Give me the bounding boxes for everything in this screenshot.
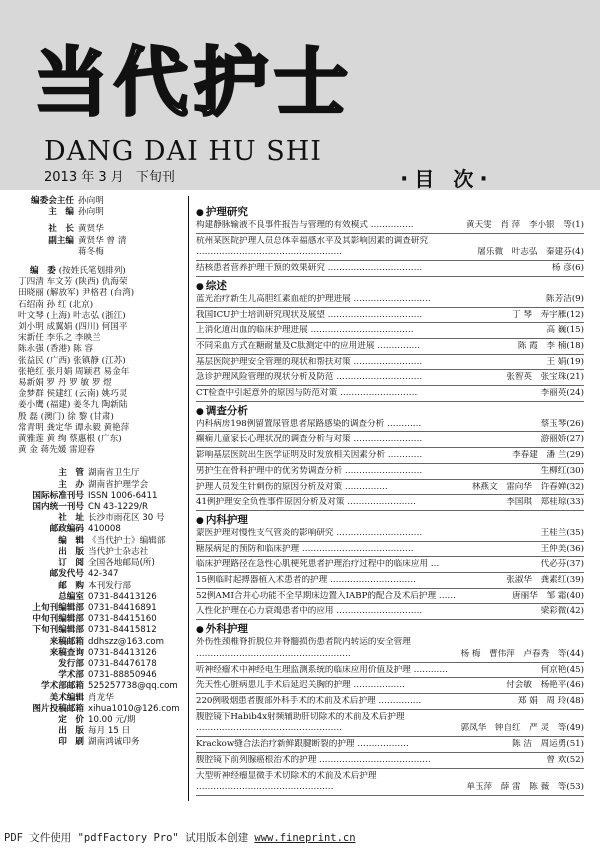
toc-entry-title: 临床护理路径在急性心肌梗死患者护理治疗过程中的临床应用 … <box>196 559 440 570</box>
toc-divider <box>196 260 584 261</box>
toc-section-heading <box>196 205 584 220</box>
pubinfo-value: 湖南省护理学会 <box>88 479 149 490</box>
toc-entry-title: 结核患者营养护理干预的效果研究 …………………………… <box>196 263 423 274</box>
footer-link[interactable]: www.fineprint.cn <box>254 832 356 844</box>
pubinfo-value: 湖南省卫生厅 <box>88 468 140 479</box>
pubinfo-value: 《当代护士》编辑部 <box>88 535 166 546</box>
toc-entry[interactable] <box>196 419 584 431</box>
pubinfo-value: 湖南鸿诚印务 <box>88 737 140 748</box>
toc-entry[interactable] <box>196 357 584 369</box>
pubinfo-row <box>18 569 188 580</box>
pubinfo-label: 上旬刊编辑部 <box>32 602 84 613</box>
toc-entry-title: 癫痫儿童家长心理状况的调查分析与对策 …………………… <box>196 434 423 445</box>
toc-divider <box>196 233 584 234</box>
editors-heading <box>18 266 188 277</box>
toc-entry-authors-page: 高 巍(15) <box>546 325 584 336</box>
pubinfo-label: 中旬刊编辑部 <box>32 614 84 625</box>
editor-line: 黄 金 蒋先媛 雷迎春 <box>18 445 95 456</box>
toc-divider <box>196 494 584 495</box>
toc-entry[interactable] <box>196 680 584 692</box>
pubinfo-row <box>18 737 188 748</box>
editor-line: 石绍南 孙 红 (北京) <box>18 299 94 310</box>
toc-entry-title: 基层医院护理安全管理的现状和帮扶对策 …………………… <box>196 356 423 367</box>
toc-entry-title: 护理人员发生针刺伤的原因分析及对策 …………… <box>196 481 388 492</box>
toc-entry-authors-page: 陈 霞 李 楠(18) <box>517 340 584 351</box>
toc-entry-authors-page: 张淑华 龚素红(39) <box>506 575 584 586</box>
chief-editor: 孙向明 <box>78 207 104 218</box>
pubinfo-row <box>18 502 188 513</box>
pubinfo-label: 学术部 <box>58 670 84 681</box>
toc-entry-title: ………………………………………… <box>196 782 334 793</box>
toc-entry[interactable] <box>196 434 584 446</box>
editors-label: 编 委 <box>30 266 56 277</box>
toc-divider <box>196 556 584 557</box>
pubinfo-label: 来稿查询 <box>49 647 84 658</box>
toc-entry[interactable] <box>196 450 584 462</box>
toc-divider <box>196 447 584 448</box>
editor-line: 殷 磊 (澳门) 徐 黎 (甘肃) <box>18 411 114 422</box>
pubinfo-label: 邮发代号 <box>49 569 84 580</box>
toc-entry-title: CT检查中引起意外的原因与防范对策 ……………………… <box>196 388 418 399</box>
toc-entry-authors-page: 游丽娇(27) <box>540 434 584 445</box>
journal-title: 当代护士 <box>34 40 354 126</box>
pubinfo-row <box>18 480 188 491</box>
toc-divider <box>196 736 584 737</box>
bullet-icon: ● <box>196 515 204 526</box>
toc-entry[interactable] <box>196 771 584 783</box>
toc-entry[interactable] <box>196 637 584 649</box>
pubinfo-label: 美术编辑 <box>49 692 84 703</box>
toc-entry[interactable] <box>196 236 584 248</box>
toc-entry-title: 听神经瘤术中神经电生理监测系统的临床应用价值及护理 ………… <box>196 664 448 675</box>
toc-entry-title: 先天性心脏病患儿手术后延迟关胸的护理 ……………… <box>196 680 405 691</box>
editor-line: 姜小鹰 (福建) 姜冬九 陶新陆 <box>18 400 128 411</box>
pubinfo-value: 每月 15 日 <box>88 726 131 737</box>
editors-note: (按姓氏笔划排列) <box>58 266 126 277</box>
toc-entry[interactable] <box>196 310 584 322</box>
toc-entry-authors-page: 李春建 潘 兰(29) <box>512 450 584 461</box>
toc-entry-title: 外伤性颈椎脊折脱位并脊髓损伤患者院内转运的安全管理 <box>196 637 411 648</box>
toc-entry-authors-page: 林燕文 雷向华 许春婵(32) <box>471 481 584 492</box>
toc-entry[interactable] <box>196 497 584 509</box>
editors-list <box>18 277 188 456</box>
vice-chief-1: 黄贤华 曾 清 <box>78 235 127 246</box>
pubinfo-label: 学术部邮箱 <box>41 681 84 692</box>
pubinfo-row <box>18 715 188 726</box>
toc-entry-authors-page: 唐丽华 邹 霜(40) <box>512 590 584 601</box>
toc-entry-title: 人性化护理在心力衰竭患者中的应用 ………………………… <box>196 606 423 617</box>
toc-entry-authors-page: 曾 欢(52) <box>546 754 584 765</box>
committee-chair: 孙向明 <box>78 196 104 206</box>
table-of-contents <box>196 204 584 798</box>
toc-entry-title: 构建静脉输液不良事件报告与管理的有效模式 …………… <box>196 220 414 230</box>
pubinfo-row <box>18 659 188 670</box>
toc-entry-title: …………………………………………… <box>196 247 343 258</box>
toc-divider <box>196 619 584 620</box>
toc-entry-title: 腹腔镜下Habib4x射频辅助肝切除术的术前及术后护理 <box>196 711 405 722</box>
pubinfo-row <box>18 547 188 558</box>
president-label: 社 长 <box>48 224 74 235</box>
toc-entry-title: 影响基层医院出生医学证明及时发放相关因素分析 ………… <box>196 450 423 461</box>
toc-entry[interactable] <box>196 559 584 571</box>
toc-divider <box>196 354 584 355</box>
editor-line: 常青明 龚定华 谭永毅 黄艳萍 <box>18 422 130 433</box>
pubinfo-value: 0731-84413126 <box>88 647 157 658</box>
toc-entry-title: 蓝光治疗新生儿高胆红素血症的护理进展 ……………………… <box>196 293 431 304</box>
toc-entry-authors-page: 陈芳洁(9) <box>546 293 584 304</box>
toc-entry-title: 糖尿病足的预防和临床护理 ………………………………… <box>196 543 414 554</box>
pubinfo-label: 主 管 <box>58 468 84 479</box>
toc-entry[interactable] <box>196 482 584 494</box>
pubinfo-value: 0731-84415160 <box>88 614 157 625</box>
toc-entry-authors-page: 屠乐微 叶志弘 秦建芬(4) <box>477 247 584 258</box>
pubinfo-value: 42-347 <box>88 569 119 580</box>
pubinfo-label: 下旬刊编辑部 <box>32 625 84 636</box>
toc-entry-authors-page: 陈 洁 周运勇(51) <box>512 739 584 750</box>
vice-chief-2: 蒋冬梅 <box>78 246 104 257</box>
editor-line: 丁四清 车文芳 (陕西) 仇海荣 <box>18 277 128 288</box>
pubinfo-row <box>18 625 188 636</box>
toc-entry-title: 急诊护理风险管理的现状分析及防范 ………………………… <box>196 372 423 383</box>
pubinfo-label: 社 址 <box>58 513 84 524</box>
pubinfo-row <box>18 592 188 603</box>
toc-divider <box>196 693 584 694</box>
pubinfo-value: 肖龙华 <box>88 692 114 703</box>
pubinfo-row <box>18 536 188 547</box>
pubinfo-label: 邮 购 <box>58 580 84 591</box>
toc-entry[interactable] <box>196 388 584 400</box>
toc-entry-title: 上消化道出血的临床护理进展 ……………………………… <box>196 325 414 336</box>
toc-section-title: 内科护理 <box>205 513 248 526</box>
pubinfo-value: 0731-84415812 <box>88 625 157 636</box>
chief-editor-label: 主 编 <box>48 207 74 218</box>
editor-line: 金梦群 侯建红 (云南) 姚巧灵 <box>18 389 128 400</box>
pubinfo-value: 0731-84476178 <box>88 658 157 669</box>
toc-entry-authors-page: 何京艳(45) <box>540 664 584 675</box>
toc-divider <box>196 369 584 370</box>
toc-entry[interactable] <box>196 294 584 306</box>
toc-entry-authors-page: 李国琪 郑桂琼(33) <box>506 497 584 508</box>
toc-entry[interactable] <box>196 712 584 724</box>
toc-divider <box>196 752 584 753</box>
toc-divider <box>196 768 584 769</box>
pubinfo-row <box>18 558 188 569</box>
toc-entry-title: 不同采血方式在糖耐量及C肽测定中的应用进展 …………… <box>196 340 421 351</box>
toc-entry-title: 41例护理安全负性事件原因分析及对策 …………………… <box>196 497 416 508</box>
pubinfo-row <box>18 670 188 681</box>
toc-section-heading <box>196 513 584 528</box>
pubinfo-value: 0731-84413126 <box>88 591 157 602</box>
toc-divider <box>196 677 584 678</box>
bullet-icon: ● <box>196 625 204 636</box>
toc-entry-title: …………………………………………… <box>196 723 343 734</box>
toc-section-title: 综述 <box>205 279 227 292</box>
toc-entry[interactable] <box>196 341 584 353</box>
toc-divider <box>196 431 584 432</box>
journal-title-pinyin: DANG DAI HU SHI <box>44 136 322 167</box>
pubinfo-row <box>18 468 188 479</box>
toc-section-heading <box>196 622 584 637</box>
pubinfo-row <box>18 524 188 535</box>
toc-divider <box>196 385 584 386</box>
toc-divider <box>196 322 584 323</box>
pubinfo-row <box>18 648 188 659</box>
pubinfo-value: 0731-88850946 <box>88 670 157 681</box>
pubinfo-label: 出 版 <box>58 546 84 557</box>
pubinfo-value: 长沙市雨花区 30 号 <box>88 513 165 524</box>
toc-entry[interactable] <box>196 325 584 337</box>
pubinfo-row <box>18 726 188 737</box>
toc-entry-title: ……………………………………………… <box>196 648 351 659</box>
toc-entry-title: 大型听神经瘤显微手术切除术的术前及术后护理 <box>196 770 377 781</box>
toc-entry-authors-page: 丁 琴 寿宇雁(12) <box>512 309 584 320</box>
pubinfo-value: xihua1010@126.com <box>88 703 180 714</box>
pubinfo-value: 525257738@qq.com <box>88 681 178 692</box>
pubinfo-row <box>18 704 188 715</box>
toc-section-title: 护理研究 <box>205 206 248 218</box>
editor-line: 宋新任 李乐之 李映兰 <box>18 333 101 344</box>
bullet-icon: ● <box>196 281 204 292</box>
pdf-footer <box>0 830 600 845</box>
pubinfo-value: 410008 <box>88 524 121 535</box>
toc-entry[interactable] <box>196 606 584 618</box>
masthead <box>18 196 188 749</box>
committee-chair-label: 编委会主任 <box>31 196 74 206</box>
toc-entry-authors-page: 郭凤华 钟自红 严 灵 等(49) <box>460 723 584 734</box>
issue-type: 下旬刊 <box>135 170 175 185</box>
toc-entry-authors-page: 李丽英(24) <box>540 388 584 399</box>
pubinfo-value: ddhszz@163.com <box>88 636 164 647</box>
editor-line: 黄雅莲 黄 绚 蔡惠根 (广东) <box>18 434 122 445</box>
pubinfo-row <box>18 681 188 692</box>
issue-line <box>44 166 175 185</box>
pubinfo-label: 邮政编码 <box>49 524 84 535</box>
pubinfo-value: 0731-84416891 <box>88 602 157 613</box>
toc-divider <box>196 479 584 480</box>
pubinfo-label: 国际标准刊号 <box>32 490 84 501</box>
toc-entry-authors-page: 付会敏 杨艳平(46) <box>506 680 584 691</box>
toc-divider <box>196 795 584 796</box>
toc-entry-title: 15例临时起搏器植入术患者的护理 ………………………… <box>196 575 416 586</box>
pubinfo-row <box>18 581 188 592</box>
pubinfo-row <box>18 513 188 524</box>
toc-entry-title: 腹腔镜下前列腺癌根治术的护理 ………………………………… <box>196 754 431 765</box>
pubinfo-label: 国内统一刊号 <box>32 502 84 513</box>
toc-divider <box>196 709 584 710</box>
toc-divider <box>196 463 584 464</box>
toc-entry[interactable] <box>196 782 584 794</box>
pubinfo-row <box>18 693 188 704</box>
toc-entry-authors-page: 王 娟(19) <box>546 356 584 367</box>
toc-entry-authors-page: 单玉萍 薛 雷 陈 薇 等(53) <box>466 782 584 793</box>
toc-entry-authors-page: 黄天雯 肖 萍 李小银 等(1) <box>465 220 584 230</box>
toc-entry-authors-page: 杨 梅 曹伟萍 卢春秀 等(44) <box>460 648 584 659</box>
publication-info <box>18 468 188 748</box>
pubinfo-label: 出 版 <box>58 726 84 737</box>
toc-entry-title: Krackow缝合法治疗新鲜跟腱断裂的护理 ……………… <box>196 739 409 750</box>
pubinfo-value: 10.00 元/期 <box>88 714 136 725</box>
pubinfo-value: ISSN 1006-6411 <box>88 490 158 501</box>
bullet-icon: ● <box>196 208 204 218</box>
toc-entry[interactable] <box>196 528 584 540</box>
toc-divider <box>196 401 584 402</box>
toc-entry[interactable] <box>196 665 584 677</box>
pubinfo-label: 编 辑 <box>58 535 84 546</box>
toc-entry[interactable] <box>196 649 584 661</box>
toc-entry[interactable] <box>196 220 584 232</box>
toc-divider <box>196 307 584 308</box>
toc-entry-authors-page: 蔡玉琴(26) <box>540 418 584 429</box>
pubinfo-value: 本刊发行部 <box>88 580 131 591</box>
editor-line: 张艳红 张月娟 周颖君 易金年 <box>18 366 130 377</box>
pubinfo-value: 当代护士杂志社 <box>88 546 149 557</box>
toc-section-title: 调查分析 <box>205 404 248 417</box>
pubinfo-row <box>18 637 188 648</box>
toc-divider <box>196 662 584 663</box>
toc-entry-title: 蒙医护理对慢性支气管炎的影响研究 ………………………… <box>196 527 423 538</box>
editor-line: 田晓丽 (解放军) 尹格君 (台湾) <box>18 288 135 299</box>
footer-text: PDF 文件使用 "pdfFactory Pro" 试用版本创建 <box>4 832 255 844</box>
pubinfo-label: 图片投稿邮箱 <box>32 703 84 714</box>
toc-entry-authors-page: 郑 娟 周 玲(48) <box>517 695 584 706</box>
pubinfo-row <box>18 603 188 614</box>
toc-entry-authors-page: 生柳红(30) <box>540 465 584 476</box>
editor-line: 张益民 (广西) 张镇静 (江苏) <box>18 355 126 366</box>
toc-section-heading <box>196 279 584 294</box>
toc-entry[interactable] <box>196 372 584 384</box>
pubinfo-row <box>18 491 188 502</box>
pubinfo-value: CN 43-1229/R <box>88 502 148 513</box>
pubinfo-label: 主 办 <box>58 479 84 490</box>
toc-entry[interactable] <box>196 755 584 767</box>
toc-entry-title: 220例吸烟患者腹部外科手术的术前及术后护理 …………… <box>196 695 422 706</box>
toc-entry[interactable] <box>196 696 584 708</box>
toc-divider <box>196 338 584 339</box>
toc-entry[interactable] <box>196 263 584 275</box>
toc-entry[interactable] <box>196 739 584 751</box>
toc-entry-authors-page: 梁彩微(42) <box>540 606 584 617</box>
toc-entry[interactable] <box>196 591 584 603</box>
toc-entry-authors-page: 代必芬(37) <box>540 559 584 570</box>
toc-divider <box>196 541 584 542</box>
president: 黄贤华 <box>78 224 104 235</box>
toc-entry-authors-page: 张智英 张宝珠(21) <box>506 372 584 383</box>
toc-entry-title: 我国ICU护士培训研究现状及展望 …………………………… <box>196 309 423 320</box>
toc-divider <box>196 276 584 277</box>
pubinfo-value: 全国各地邮局(所) <box>88 558 155 569</box>
editor-line: 刘小明 成翼娟 (四川) 何国平 <box>18 322 128 333</box>
toc-entry[interactable] <box>196 247 584 259</box>
pubinfo-label: 定 价 <box>58 714 84 725</box>
toc-title-text: 目 次 <box>414 167 480 191</box>
toc-entry-title: 杭州某医院护理人员总体幸福感水平及其影响因素的调查研究 <box>196 235 429 246</box>
toc-section-heading <box>196 404 584 419</box>
toc-entry[interactable] <box>196 575 584 587</box>
pubinfo-label: 订 阅 <box>58 558 84 569</box>
pubinfo-label: 发行部 <box>58 658 84 669</box>
editor-line: 易新娟 罗 丹 罗 敏 罗 煜 <box>18 378 112 389</box>
pubinfo-label: 总编室 <box>58 591 84 602</box>
toc-section-title: 外科护理 <box>205 623 248 636</box>
toc-divider <box>196 572 584 573</box>
bullet-icon: ● <box>196 406 204 417</box>
pubinfo-label: 来稿邮箱 <box>49 636 84 647</box>
vice-chief-label: 副主编 <box>48 235 74 246</box>
toc-divider <box>196 603 584 604</box>
toc-divider <box>196 588 584 589</box>
toc-entry-title: 52例AMI合并心功能不全早期床边置入IABP的配合及术后护理 …… <box>196 590 457 601</box>
toc-entry[interactable] <box>196 723 584 735</box>
toc-entry[interactable] <box>196 544 584 556</box>
pubinfo-row <box>18 614 188 625</box>
toc-entry-authors-page: 王桂兰(35) <box>540 527 584 538</box>
toc-divider <box>196 510 584 511</box>
toc-entry-authors-page: 王仲美(36) <box>540 543 584 554</box>
editor-line: 叶文琴 (上海) 叶志弘 (浙江) <box>18 310 126 321</box>
issue-date: 2013 年 3 月 <box>44 170 124 185</box>
toc-title: ·目 次· <box>400 167 494 192</box>
toc-entry-title: 男护生在骨科护理中的优劣势调查分析 ……………………… <box>196 465 423 476</box>
toc-entry[interactable] <box>196 466 584 478</box>
toc-entry-authors-page: 杨 彦(6) <box>551 263 584 274</box>
toc-entry-title: 内科病房198例留置尿管患者尿路感染的调查分析 ………… <box>196 418 422 429</box>
column-divider <box>188 196 189 801</box>
editor-line: 陈永强 (香港) 陈 容 <box>18 344 94 355</box>
pubinfo-label: 印 刷 <box>58 737 84 748</box>
